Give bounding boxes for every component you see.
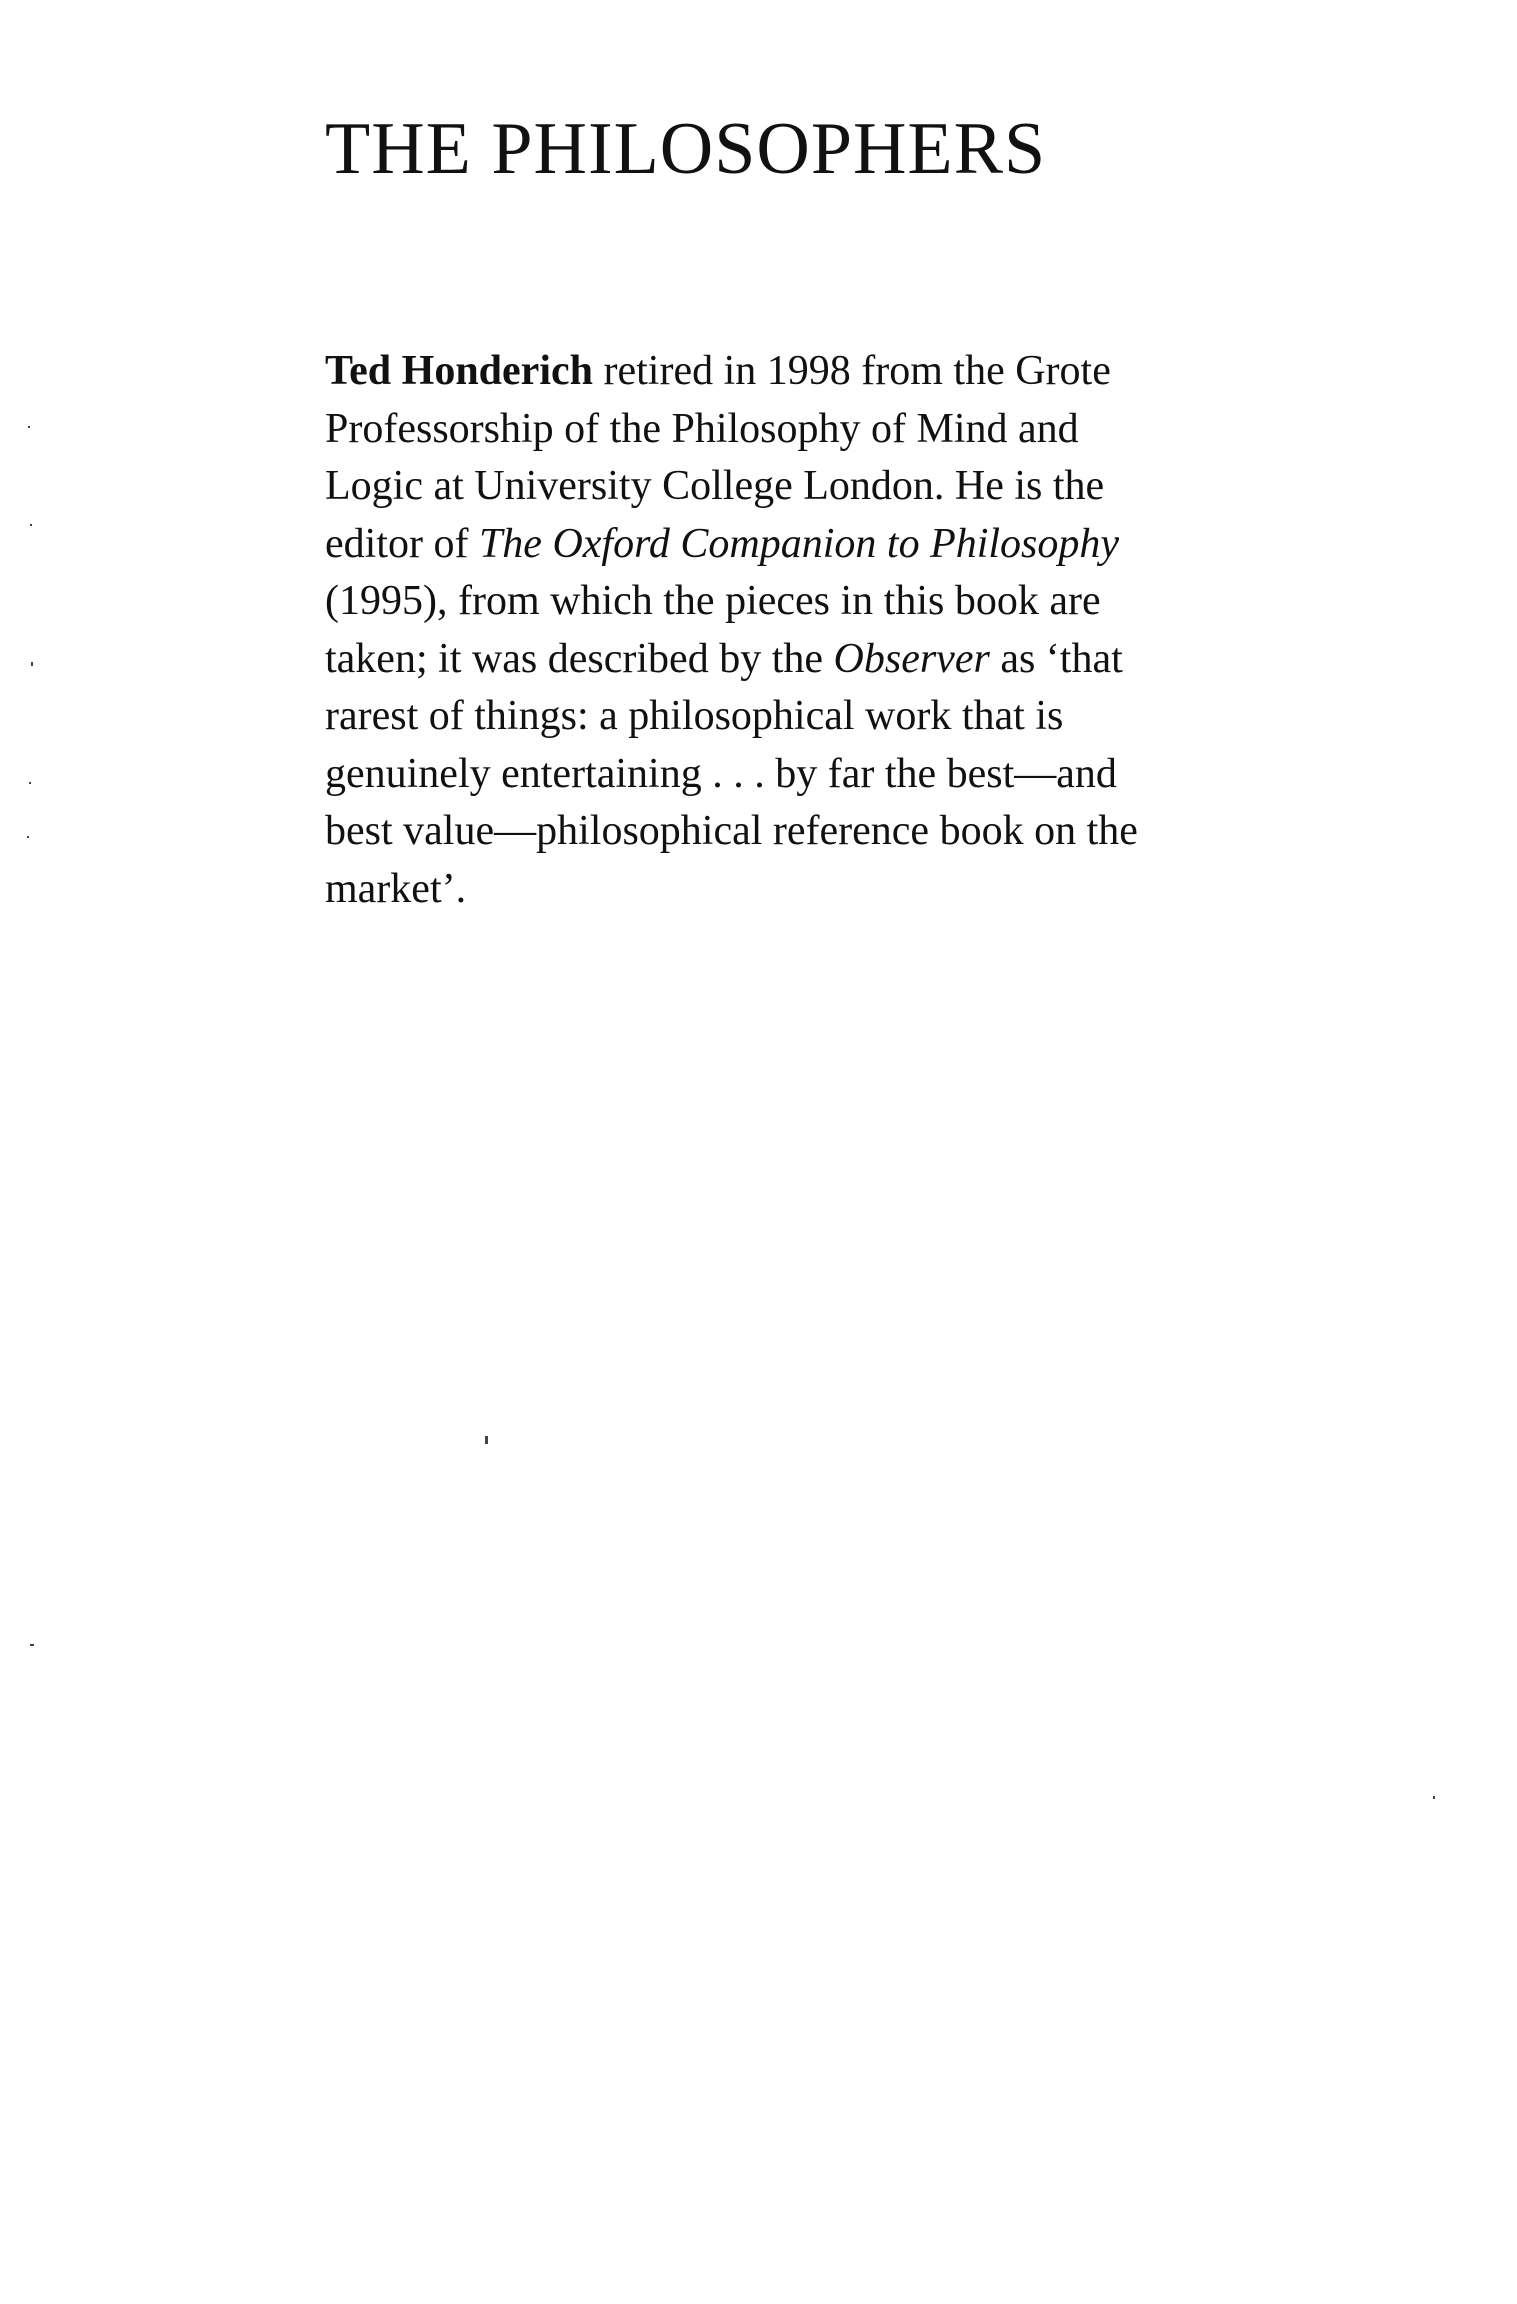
publication-name: Observer xyxy=(833,635,990,682)
scan-speck xyxy=(28,426,30,428)
scan-speck xyxy=(30,1644,34,1646)
scan-speck xyxy=(31,662,33,666)
bio-text-part-1: retired in 1998 from the Grote Professorship of the Philosophy of Mind and Logic at University College London. He is the editor of xyxy=(325,348,1111,567)
bio-text-part-2: (1995), from which the pieces in this book are taken; it was described by the xyxy=(325,578,1101,682)
book-title: The Oxford Companion to Philosophy xyxy=(478,520,1120,567)
scan-speck xyxy=(1433,1796,1435,1799)
scan-speck xyxy=(27,836,29,838)
scan-speck xyxy=(30,524,32,526)
bio-text-part-3: as ‘that rarest of things: a philosophical work that is genuinely entertaining . . . by far the best—and best value—philosophical reference book on the market’. xyxy=(325,635,1138,912)
scan-speck xyxy=(485,1436,488,1444)
scan-speck xyxy=(29,782,31,784)
author-bio xyxy=(325,343,1145,918)
author-name: Ted Honderich xyxy=(325,348,593,394)
page-title: THE PHILOSOPHERS xyxy=(325,108,1047,190)
